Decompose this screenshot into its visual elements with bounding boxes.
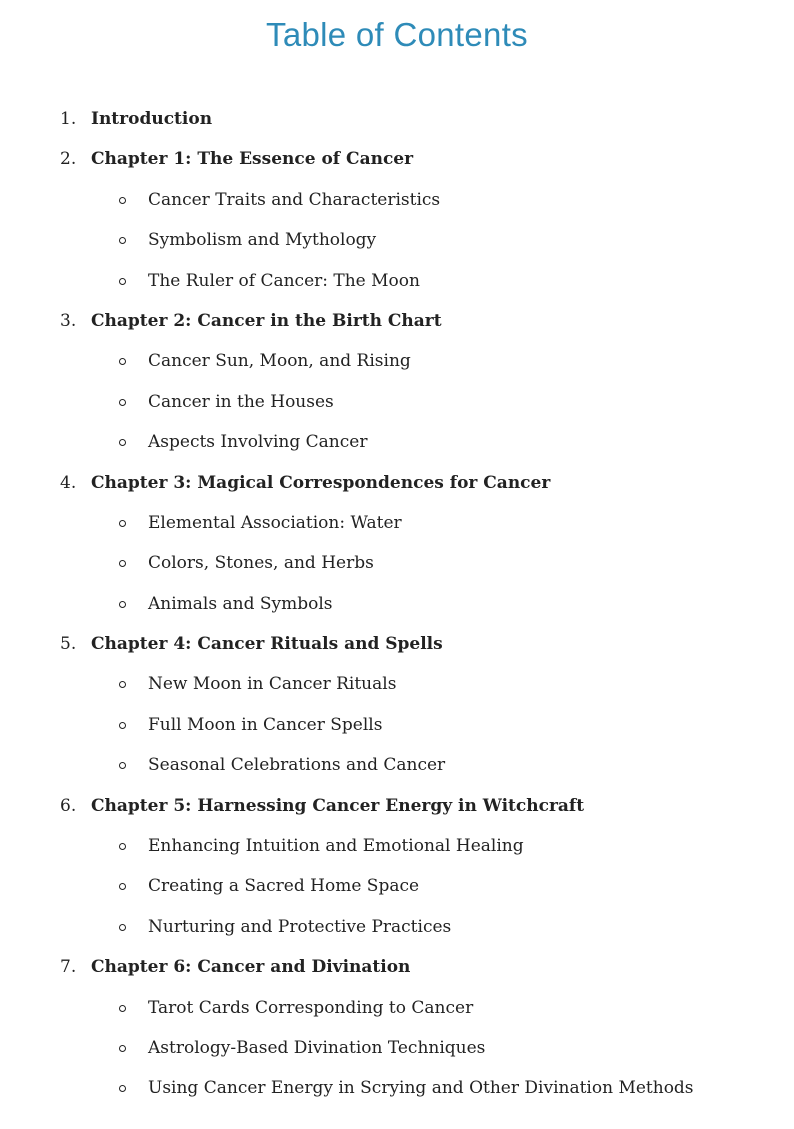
chapter-number: 2. <box>60 149 77 170</box>
hollow-circle-bullet-icon <box>119 560 126 567</box>
chapter-title: Chapter 4: Cancer Rituals and Spells <box>91 634 443 655</box>
hollow-circle-bullet-icon <box>119 439 126 446</box>
hollow-circle-bullet-icon <box>119 924 126 931</box>
table-of-contents <box>0 104 794 1114</box>
toc-subsection-item <box>0 427 794 467</box>
chapter-number: 7. <box>60 957 77 978</box>
chapter-number: 3. <box>60 310 77 331</box>
toc-chapter-item <box>0 144 794 184</box>
chapter-title: Chapter 1: The Essence of Cancer <box>91 149 414 170</box>
chapter-title: Introduction <box>91 109 213 129</box>
subsection-title: Symbolism and Mythology <box>148 230 377 251</box>
toc-subsection-item <box>0 912 794 952</box>
toc-subsection-item <box>0 387 794 427</box>
subsection-title: Animals and Symbols <box>148 593 333 614</box>
toc-subsection-item <box>0 589 794 629</box>
toc-subsection-item <box>0 871 794 911</box>
hollow-circle-bullet-icon <box>119 1085 126 1092</box>
chapter-number: 4. <box>60 472 77 493</box>
toc-subsection-item <box>0 548 794 588</box>
hollow-circle-bullet-icon <box>119 883 126 890</box>
hollow-circle-bullet-icon <box>119 358 126 365</box>
toc-chapter-item <box>0 629 794 669</box>
hollow-circle-bullet-icon <box>119 762 126 769</box>
chapter-number: 6. <box>60 795 77 816</box>
subsection-title: Elemental Association: Water <box>148 512 402 533</box>
toc-subsection-item <box>0 669 794 709</box>
subsection-title: New Moon in Cancer Rituals <box>148 674 397 695</box>
subsection-title: Creating a Sacred Home Space <box>148 876 420 897</box>
toc-chapter-item <box>0 952 794 992</box>
subsection-title: The Ruler of Cancer: The Moon <box>148 270 420 291</box>
chapter-number: 1. <box>60 109 77 129</box>
subsection-title: Aspects Involving Cancer <box>148 432 368 453</box>
hollow-circle-bullet-icon <box>119 1045 126 1052</box>
hollow-circle-bullet-icon <box>119 681 126 688</box>
chapter-title: Chapter 6: Cancer and Divination <box>91 957 411 978</box>
hollow-circle-bullet-icon <box>119 237 126 244</box>
subsection-title: Cancer Traits and Characteristics <box>148 189 441 210</box>
toc-chapter-item <box>0 306 794 346</box>
chapter-title: Chapter 5: Harnessing Cancer Energy in Witchcraft <box>91 795 585 816</box>
toc-subsection-item <box>0 185 794 225</box>
hollow-circle-bullet-icon <box>119 520 126 527</box>
chapter-title: Chapter 2: Cancer in the Birth Chart <box>91 310 442 331</box>
toc-subsection-item <box>0 508 794 548</box>
toc-chapter-item <box>0 104 794 144</box>
hollow-circle-bullet-icon <box>119 601 126 608</box>
toc-subsection-item <box>0 346 794 386</box>
hollow-circle-bullet-icon <box>119 278 126 285</box>
subsection-title: Nurturing and Protective Practices <box>148 916 452 937</box>
hollow-circle-bullet-icon <box>119 1005 126 1012</box>
page-title: Table of Contents <box>266 16 528 53</box>
toc-subsection-item <box>0 750 794 790</box>
toc-subsection-item <box>0 266 794 306</box>
chapter-number: 5. <box>60 634 77 655</box>
toc-subsection-item <box>0 710 794 750</box>
chapter-title: Chapter 3: Magical Correspondences for Cancer <box>91 472 551 493</box>
hollow-circle-bullet-icon <box>119 399 126 406</box>
subsection-title: Cancer Sun, Moon, and Rising <box>148 351 411 372</box>
subsection-title: Full Moon in Cancer Spells <box>148 714 383 735</box>
toc-subsection-item <box>0 1073 794 1113</box>
toc-chapter-item <box>0 791 794 831</box>
subsection-title: Cancer in the Houses <box>148 391 334 412</box>
subsection-title: Colors, Stones, and Herbs <box>148 553 374 574</box>
hollow-circle-bullet-icon <box>119 197 126 204</box>
subsection-title: Tarot Cards Corresponding to Cancer <box>148 997 474 1018</box>
toc-subsection-item <box>0 993 794 1033</box>
subsection-title: Using Cancer Energy in Scrying and Other Divination Methods <box>148 1078 694 1099</box>
toc-subsection-item <box>0 1033 794 1073</box>
subsection-title: Enhancing Intuition and Emotional Healing <box>148 836 524 857</box>
toc-subsection-item <box>0 831 794 871</box>
toc-chapter-item <box>0 468 794 508</box>
toc-subsection-item <box>0 225 794 265</box>
subsection-title: Astrology-Based Divination Techniques <box>148 1037 486 1058</box>
hollow-circle-bullet-icon <box>119 843 126 850</box>
hollow-circle-bullet-icon <box>119 722 126 729</box>
subsection-title: Seasonal Celebrations and Cancer <box>148 755 446 776</box>
